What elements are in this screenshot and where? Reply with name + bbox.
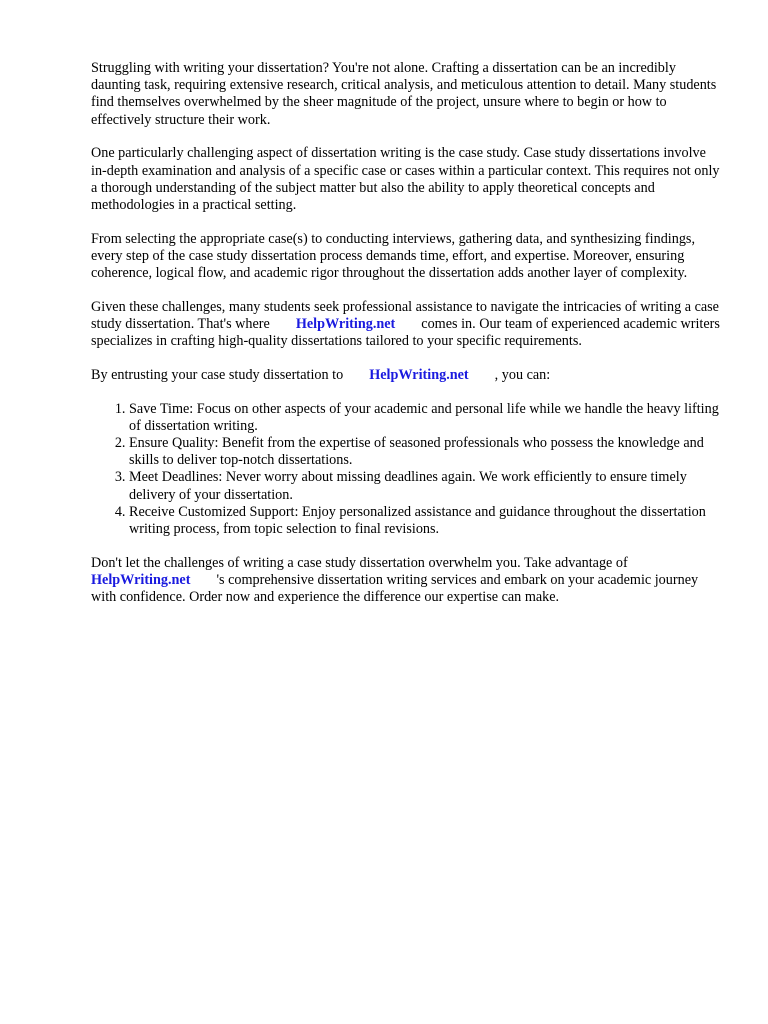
paragraph-intro: Struggling with writing your dissertation? You're not alone. Crafting a dissertation can be an incredibly daunting task, requiring extensive research, critical analysis, and meticulous attention to detail. Many students find themselves overwhelmed by the sheer magnitude of the project, unsure where to begin or how to effectively structure their work.: [91, 60, 717, 128]
paragraph-assistance-text-after: comes in. Our team of experienced academic writers specializes in crafting high-quality dissertations tailored to your specific requirements.: [91, 315, 720, 350]
paragraph-process: From selecting the appropriate case(s) to conducting interviews, gathering data, and synthesizing findings, every step of the case study dissertation process demands time, effort, and expertise. Moreover, ensuring coherence, logical flow, and academic rigor throughout the dissertation adds another layer of complexity.: [91, 230, 695, 282]
helpwriting-link[interactable]: HelpWriting.net: [369, 366, 469, 383]
helpwriting-link[interactable]: HelpWriting.net: [295, 315, 396, 332]
paragraph-entrusting-text-before: By entrusting your case study dissertation to: [91, 366, 344, 383]
list-item: 3. Meet Deadlines: Never worry about missing deadlines again. We work efficiently to ensure timely delivery of your dissertation.: [129, 469, 723, 503]
list-item: 1. Save Time: Focus on other aspects of your academic and personal life while we handle the heavy lifting of dissertation writing.: [129, 401, 723, 435]
paragraph-entrusting-text-after: , you can:: [494, 366, 551, 383]
helpwriting-link[interactable]: HelpWriting.net: [91, 571, 191, 588]
paragraph-case-study: One particularly challenging aspect of dissertation writing is the case study. Case study dissertations involve in-depth examination and analysis of a specific case or cases within a particular context. This requires not only a thorough understanding of the subject matter but also the ability to apply theoretical concepts and methodologies in a practical setting.: [91, 145, 720, 213]
list-item: 4. Receive Customized Support: Enjoy personalized assistance and guidance throughout the dissertation writing process, from topic selection to final revisions.: [129, 504, 723, 538]
paragraph-assistance: [91, 299, 723, 351]
paragraph-closing-text-before: Don't let the challenges of writing a case study dissertation overwhelm you. Take advantage of: [91, 554, 628, 571]
paragraph-closing-text-after: 's comprehensive dissertation writing services and embark on your academic journey with confidence. Order now and experience the difference our expertise can make.: [91, 571, 699, 606]
paragraph-entrusting: [91, 367, 723, 384]
benefits-list: [91, 401, 723, 539]
paragraph-assistance-text-before: Given these challenges, many students seek professional assistance to navigate the intricacies of writing a case study dissertation. That's where: [91, 298, 719, 332]
document-page: [91, 60, 723, 623]
list-item: 2. Ensure Quality: Benefit from the expertise of seasoned professionals who possess the knowledge and skills to deliver top-notch dissertations.: [129, 435, 723, 469]
paragraph-closing: [91, 555, 723, 607]
